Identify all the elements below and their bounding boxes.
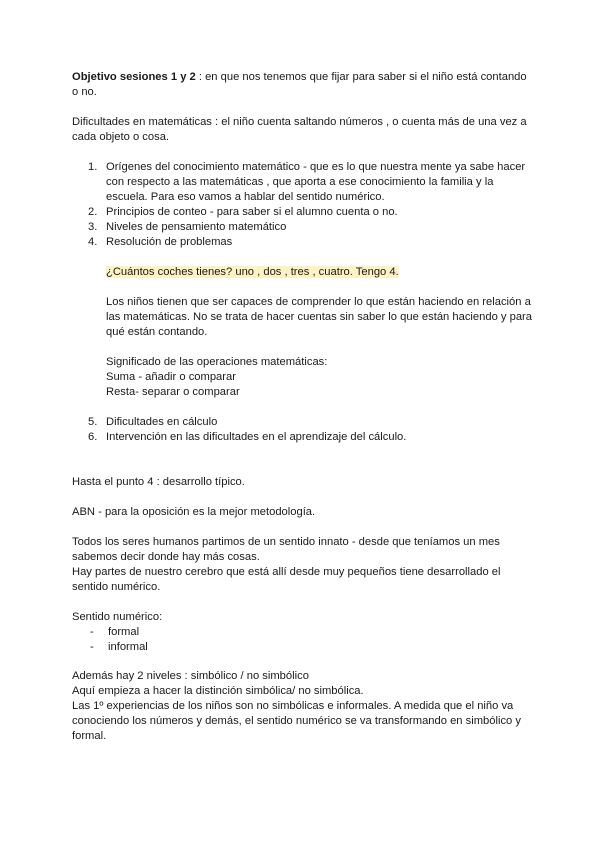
experiencias-paragraph: Las 1º experiencias de los niños son no simbólicas e informales. A medida que el niño va conociendo los números y demás, el sentido numérico se va transformando en simbólico y formal. (72, 700, 521, 742)
list-item (72, 160, 534, 205)
list-text: formal (108, 626, 140, 638)
ademas-line: Además hay 2 niveles : simbólico / no simbólico (72, 670, 309, 682)
list-text: Intervención en las dificultades en el aprendizaje del cálculo. (106, 431, 407, 443)
list-text: Niveles de pensamiento matemático (106, 221, 287, 233)
list-number: 5. (88, 416, 98, 428)
suma-line: Suma - añadir o comparar (106, 371, 236, 383)
highlighted-example (72, 265, 534, 280)
list-number: 3. (88, 221, 98, 233)
list-number: 1. (88, 161, 98, 173)
aqui-line: Aquí empieza a hacer la distinción simbólica/ no simbólica. (72, 685, 364, 697)
document-body (72, 70, 534, 744)
hay-partes-paragraph: Hay partes de nuestro cerebro que está allí desde muy pequeños tiene desarrollado el sentido numérico. (72, 566, 501, 593)
list-number: 2. (88, 206, 98, 218)
list-number: 4. (88, 236, 98, 248)
objetivo-heading: Objetivo sesiones 1 y 2 (72, 71, 196, 83)
todos-paragraph: Todos los seres humanos partimos de un sentido innato - desde que teníamos un mes sabemos decir donde hay más cosas. (72, 536, 500, 563)
sentido-list (72, 625, 534, 655)
list-text: Orígenes del conocimiento matemático - que es lo que nuestra mente ya sabe hacer con respecto a las matemáticas , que aporta a ese conocimiento la familia y la escuela. Para eso vamos a hablar del sentido numérico. (106, 161, 526, 203)
dash-bullet: - (90, 626, 94, 638)
significado-title: Significado de las operaciones matemáticas: (106, 356, 328, 368)
hasta-punto-line: Hasta el punto 4 : desarrollo típico. (72, 476, 245, 488)
objetivo-paragraph (72, 70, 534, 100)
list-item (72, 640, 534, 655)
resta-line: Resta- separar o comparar (106, 386, 240, 398)
list-text: Principios de conteo - para saber si el alumno cuenta o no. (106, 206, 398, 218)
list-item (72, 415, 534, 430)
list-item (72, 625, 534, 640)
list-text: Dificultades en cálculo (106, 416, 218, 428)
objetivo-text: : en que nos tenemos que fijar para saber si el niño está contando o no. (72, 71, 527, 98)
ninos-paragraph: Los niños tienen que ser capaces de comprender lo que están haciendo en relación a las matemáticas. No se trata de hacer cuentas sin saber lo que están haciendo y para qué están contando. (106, 296, 532, 338)
dash-bullet: - (90, 641, 94, 653)
list-text: informal (108, 641, 148, 653)
highlighted-text: ¿Cuántos coches tienes? uno , dos , tres , cuatro. Tengo 4. (106, 266, 399, 278)
list-number: 6. (88, 431, 98, 443)
list-text: Resolución de problemas (106, 236, 233, 248)
dificultades-paragraph: Dificultades en matemáticas : el niño cuenta saltando números , o cuenta más de una vez a cada objeto o cosa. (72, 116, 527, 143)
list-item (72, 235, 534, 250)
list-item (72, 205, 534, 220)
abn-line: ABN - para la oposición es la mejor metodología. (72, 506, 316, 518)
numbered-list-continued (72, 415, 534, 445)
numbered-list (72, 160, 534, 250)
sentido-title: Sentido numérico: (72, 611, 163, 623)
list-item (72, 220, 534, 235)
list-item (72, 430, 534, 445)
